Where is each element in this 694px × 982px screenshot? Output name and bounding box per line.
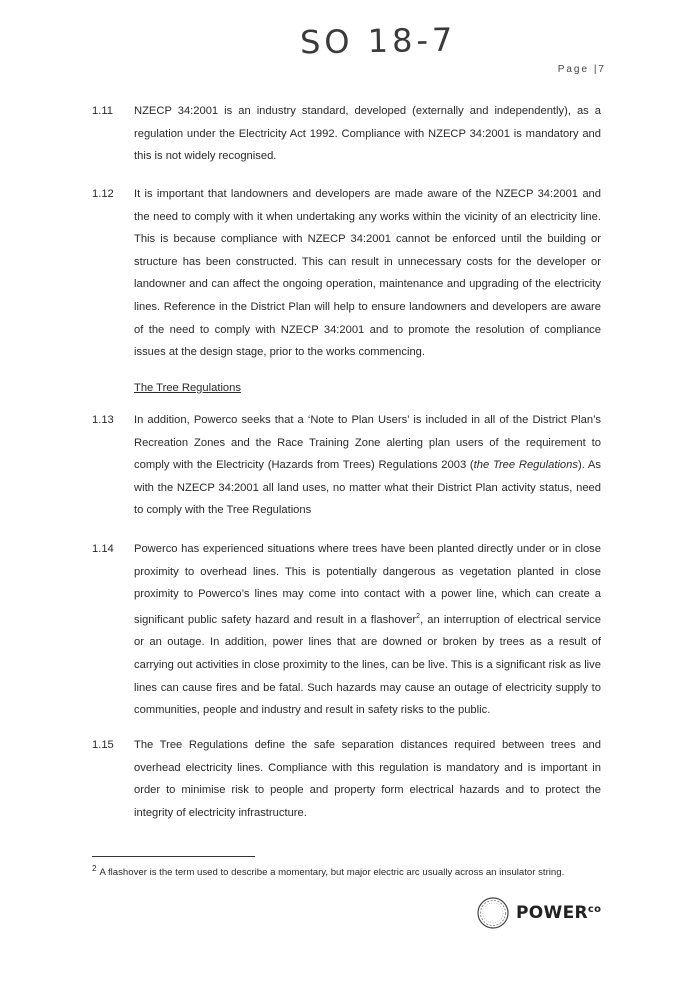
footnote — [92, 864, 612, 878]
paragraph-text: It is important that landowners and developers are made aware of the NZECP 34:2001 and the need to comply with it when undertaking any works within the vicinity of an electricity line. This is because compliance with NZECP 34:2001 cannot be enforced until the building or structure has been constructed. This can result in unnecessary costs for the developer or landowner and can affect the ongoing operation, maintenance and upgrading of the electricity lines. Reference in the District Plan will help to ensure landowners and developers are aware of the need to comply with NZECP 34:2001 and to promote the resolution of compliance issues at the design stage, prior to the works commencing. — [134, 188, 601, 359]
footnote-divider — [92, 856, 255, 857]
paragraph-text: NZECP 34:2001 is an industry standard, developed (externally and independently), as a regulation under the Electricity Act 1992. Compliance with NZECP 34:2001 is mandatory and this is not widely recognised. — [134, 105, 601, 163]
paragraph-1-14 — [92, 538, 601, 722]
text-part: In addition, Powerco seeks that a ‘Note to Plan Users’ is included in all of the District Plan’s Recreation Zones and the Race Training Zone alerting plan users of the requirement to comply with the Electricity (Hazards from Trees) Regulations 2003 ( — [134, 414, 601, 472]
footnote-reference[interactable]: 2 — [416, 612, 421, 620]
footnote-number: 2 — [92, 864, 97, 873]
paragraph-text — [134, 538, 601, 722]
page-number: Page |7 — [557, 64, 606, 75]
logo-superscript: co — [587, 904, 602, 915]
paragraph-1-12 — [92, 183, 601, 364]
paragraph-number: 1.12 — [92, 188, 114, 200]
footnote-text: A flashover is the term used to describe a momentary, but major electric arc usually across an insulator string. — [99, 867, 565, 878]
paragraph-number: 1.14 — [92, 543, 114, 555]
paragraph-1-15 — [92, 734, 601, 824]
paragraph-number: 1.11 — [92, 105, 113, 117]
section-heading: The Tree Regulations — [134, 382, 241, 394]
paragraph-1-13 — [92, 409, 601, 522]
text-part: , an interruption of electrical service or an outage. In addition, power lines that are downed or broken by trees as a result of carrying out activities in close proximity to the lines, can be live. This is a significant risk as live lines can cause fires and be fatal. Such hazards may cause an outage of electricity supply to communities, people and industry and result in safety risks to the public. — [134, 613, 601, 717]
logo-wordmark — [516, 903, 601, 923]
logo-circle-icon — [476, 896, 510, 930]
paragraph-number: 1.15 — [92, 739, 114, 751]
paragraph-1-11 — [92, 100, 601, 168]
logo-text: POWER — [516, 903, 588, 923]
italic-term: the Tree Regulations — [473, 459, 578, 472]
text-part: Powerco has experienced situations where trees have been planted directly under or in close proximity to overhead lines. This is potentially dangerous as vegetation planted in close proximity to Powerco’s lines may come into contact with a power line, which can create a significant public safety hazard and result in a flashover — [134, 543, 601, 626]
paragraph-text: The Tree Regulations define the safe separation distances required between trees and overhead electricity lines. Compliance with this regulation is mandatory and is important in order to minimise risk to people and property form electrical hazards and to protect the integrity of electricity infrastructure. — [134, 739, 601, 819]
text-part: ). As with the NZECP 34:2001 all land uses, no matter what their District Plan activity status, need to comply with the Tree Regulations — [134, 459, 601, 517]
powerco-logo — [476, 896, 601, 930]
paragraph-number: 1.13 — [92, 414, 114, 426]
paragraph-text — [134, 409, 601, 522]
handwritten-stamp: SO 18-7 — [299, 20, 457, 62]
